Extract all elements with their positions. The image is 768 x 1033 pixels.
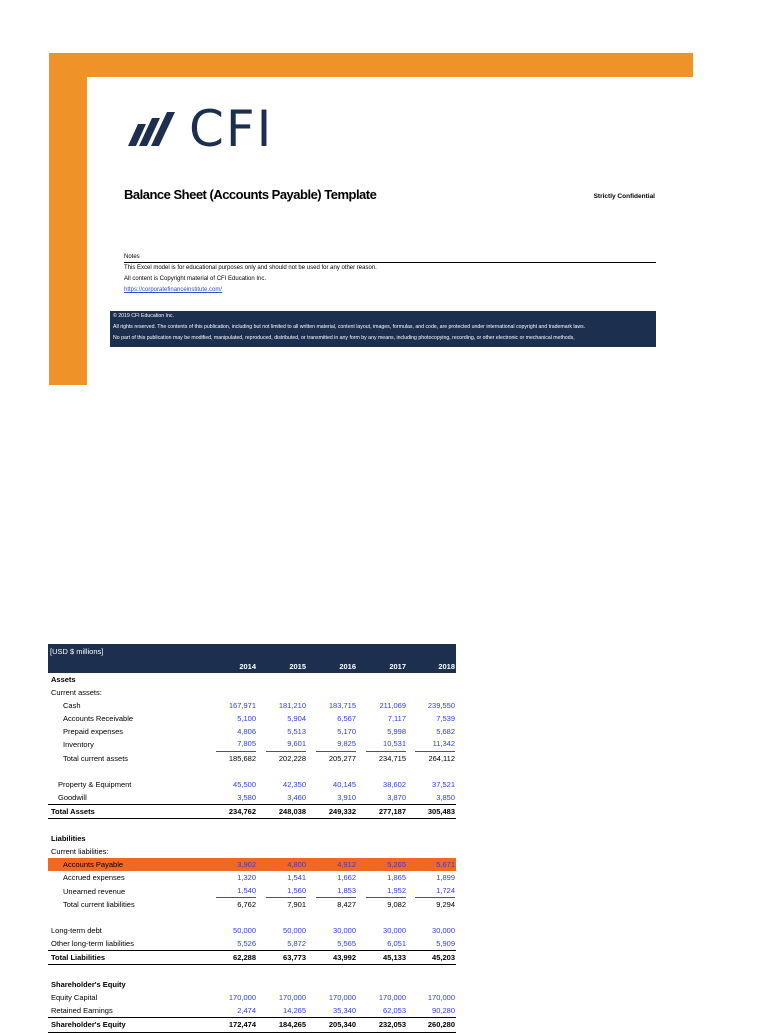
value-cell[interactable]: 14,265 (283, 1006, 306, 1016)
current-assets-label: Current assets: (51, 688, 102, 698)
value-cell[interactable]: 9,294 (436, 899, 455, 909)
row-label: Goodwill (58, 792, 87, 802)
row-label: Equity Capital (51, 993, 98, 1003)
prepaid-expenses-row[interactable] (48, 725, 456, 738)
row-label: Cash (63, 701, 81, 711)
value-cell[interactable]: 170,000 (328, 993, 356, 1003)
unearned-revenue-row[interactable] (48, 885, 456, 898)
liabilities-heading: Liabilities (51, 834, 86, 844)
value-cell[interactable]: 5,904 (287, 714, 306, 724)
total-assets-row[interactable] (48, 804, 456, 819)
assets-heading-row (48, 673, 456, 686)
value-cell[interactable]: 184,265 (278, 1020, 306, 1030)
cfi-logo-text: CFI (189, 100, 274, 158)
units-label: [USD $ millions] (50, 647, 104, 656)
value-cell[interactable]: 4,800 (287, 860, 306, 870)
inventory-row[interactable] (48, 738, 456, 751)
value-cell[interactable]: 50,000 (283, 925, 306, 935)
value-cell[interactable]: 30,000 (432, 925, 455, 935)
document-title: Balance Sheet (Accounts Payable) Template (124, 187, 377, 202)
value-cell[interactable]: 234,715 (378, 753, 406, 763)
value-cell[interactable]: 37,521 (432, 779, 455, 789)
value-cell[interactable]: 3,870 (387, 792, 406, 802)
value-cell[interactable]: 9,825 (316, 738, 356, 752)
value-cell[interactable]: 1,541 (287, 873, 306, 883)
value-cell[interactable]: 170,000 (278, 993, 306, 1003)
value-cell[interactable]: 5,872 (287, 938, 306, 948)
total-equity-row[interactable] (48, 1017, 456, 1032)
current-assets-label-row (48, 686, 456, 699)
accounts-receivable-row[interactable] (48, 712, 456, 725)
value-cell[interactable]: 211,069 (379, 701, 406, 711)
value-cell[interactable]: 30,000 (333, 925, 356, 935)
value-cell[interactable]: 45,500 (233, 779, 256, 789)
value-cell[interactable]: 40,145 (333, 779, 356, 789)
value-cell[interactable]: 260,280 (427, 1020, 455, 1030)
equity-heading: Shareholder's Equity (51, 980, 126, 990)
value-cell[interactable]: 5,265 (387, 860, 406, 870)
value-cell[interactable]: 3,910 (337, 792, 356, 802)
row-label: Property & Equipment (58, 779, 132, 789)
value-cell[interactable]: 4,912 (337, 860, 356, 870)
notes-line-2: All content is Copyright material of CFI Education Inc. (124, 276, 267, 282)
value-cell[interactable]: 170,000 (228, 993, 256, 1003)
value-cell[interactable]: 3,902 (237, 860, 256, 870)
row-label: Accounts Receivable (63, 714, 134, 724)
value-cell[interactable]: 277,187 (378, 806, 406, 816)
orange-header-bar (49, 53, 693, 77)
cfi-logo (127, 102, 273, 156)
value-cell[interactable]: 5,998 (387, 727, 406, 737)
value-cell[interactable]: 3,850 (436, 792, 455, 802)
value-cell[interactable]: 1,865 (387, 873, 406, 883)
value-cell[interactable]: 1,560 (266, 885, 306, 899)
value-cell[interactable]: 172,474 (228, 1020, 256, 1030)
value-cell[interactable]: 7,117 (387, 714, 406, 724)
value-cell[interactable]: 183,715 (328, 701, 356, 711)
value-cell[interactable]: 45,133 (383, 952, 406, 962)
total-current-liabilities-row[interactable] (48, 898, 456, 911)
value-cell[interactable]: 232,053 (378, 1020, 406, 1030)
row-label: Inventory (63, 740, 94, 750)
notes-line-1: This Excel model is for educational purposes only and should not be used for any other reason. (124, 265, 377, 271)
value-cell[interactable]: 5,170 (337, 727, 356, 737)
value-cell[interactable]: 9,082 (387, 899, 406, 909)
accrued-expenses-row[interactable] (48, 871, 456, 884)
liabilities-heading-row (48, 832, 456, 845)
value-cell[interactable]: 249,332 (328, 806, 356, 816)
cfi-website-link[interactable]: https://corporatefinanceinstitute.com/ (124, 287, 223, 293)
value-cell[interactable]: 1,540 (216, 885, 256, 899)
value-cell[interactable]: 62,288 (233, 952, 256, 962)
table-header (48, 644, 456, 673)
value-cell[interactable]: 35,340 (333, 1006, 356, 1016)
year-header: 2018 (438, 662, 455, 671)
value-cell[interactable]: 1,899 (436, 873, 455, 883)
value-cell[interactable]: 6,567 (337, 714, 356, 724)
value-cell[interactable]: 9,601 (266, 738, 306, 752)
copyright-line-1: © 2019 CFI Education Inc. (113, 313, 174, 319)
row-label: Accrued expenses (63, 873, 125, 883)
other-long-term-liabilities-row[interactable] (48, 937, 456, 950)
value-cell[interactable]: 1,320 (237, 873, 256, 883)
value-cell[interactable]: 5,565 (337, 938, 356, 948)
equity-heading-row (48, 978, 456, 991)
row-label: Total Assets (51, 806, 95, 816)
value-cell[interactable]: 185,682 (228, 753, 256, 763)
retained-earnings-row[interactable] (48, 1004, 456, 1017)
year-header: 2014 (239, 662, 256, 671)
value-cell[interactable]: 181,210 (278, 701, 306, 711)
value-cell[interactable]: 50,000 (233, 925, 256, 935)
value-cell[interactable]: 63,773 (283, 952, 306, 962)
value-cell[interactable]: 202,228 (278, 753, 306, 763)
value-cell[interactable]: 1,662 (337, 873, 356, 883)
value-cell[interactable]: 4,806 (237, 727, 256, 737)
value-cell[interactable]: 5,682 (436, 727, 455, 737)
notes-section (124, 252, 656, 296)
year-header: 2017 (389, 662, 406, 671)
orange-side-bar (49, 53, 87, 385)
copyright-box (110, 311, 656, 347)
value-cell[interactable]: 248,038 (278, 806, 306, 816)
value-cell[interactable]: 7,539 (436, 714, 455, 724)
cfi-logo-mark-icon (127, 112, 183, 146)
value-cell[interactable]: 10,531 (366, 738, 406, 752)
value-cell[interactable]: 5,513 (287, 727, 306, 737)
value-cell[interactable]: 5,100 (237, 714, 256, 724)
value-cell[interactable]: 45,203 (432, 952, 455, 962)
property-equipment-row[interactable] (48, 778, 456, 791)
accounts-payable-row[interactable] (48, 858, 456, 871)
value-cell[interactable]: 167,971 (228, 701, 256, 711)
year-header: 2015 (289, 662, 306, 671)
assets-heading: Assets (51, 675, 76, 684)
value-cell[interactable]: 5,526 (237, 938, 256, 948)
row-label: Total current liabilities (63, 899, 135, 909)
total-liabilities-row[interactable] (48, 950, 456, 965)
cash-row[interactable] (48, 699, 456, 712)
copyright-line-3: No part of this publication may be modified, manipulated, reproduced, distributed, or transmitted in any form by any means, including photocopying, recording, or other electronic or mechanical methods, (113, 335, 575, 341)
value-cell[interactable]: 3,460 (287, 792, 306, 802)
value-cell[interactable]: 42,350 (283, 779, 306, 789)
long-term-debt-row[interactable] (48, 924, 456, 937)
value-cell[interactable]: 264,112 (428, 753, 455, 763)
value-cell[interactable]: 3,580 (237, 792, 256, 802)
value-cell[interactable]: 11,342 (415, 738, 455, 752)
row-label: Long-term debt (51, 925, 102, 935)
value-cell[interactable]: 43,992 (333, 952, 356, 962)
value-cell[interactable]: 62,053 (383, 1006, 406, 1016)
goodwill-row[interactable] (48, 791, 456, 804)
value-cell[interactable]: 205,277 (328, 753, 356, 763)
value-cell[interactable]: 90,280 (432, 1006, 455, 1016)
balance-sheet-table (48, 644, 456, 1033)
value-cell[interactable]: 6,051 (387, 938, 406, 948)
value-cell[interactable]: 30,000 (383, 925, 406, 935)
total-current-assets-row[interactable] (48, 752, 456, 765)
year-header: 2016 (339, 662, 356, 671)
copyright-line-2: All rights reserved. The contents of this publication, including but not limited to all written material, content layout, images, formulas, and code, are protected under international copyright and trademark laws. (113, 324, 586, 330)
row-label: Accounts Payable (63, 860, 124, 870)
value-cell[interactable]: 6,762 (237, 899, 256, 909)
row-label: Unearned revenue (63, 886, 126, 896)
value-cell[interactable]: 7,901 (287, 899, 306, 909)
value-cell[interactable]: 2,474 (237, 1006, 256, 1016)
value-cell[interactable]: 234,762 (228, 806, 256, 816)
row-label: Total current assets (63, 753, 129, 763)
value-cell[interactable]: 1,952 (366, 885, 406, 899)
notes-title: Notes (124, 252, 656, 263)
value-cell[interactable]: 170,000 (427, 993, 455, 1003)
confidential-label: Strictly Confidential (593, 193, 655, 200)
value-cell[interactable]: 7,805 (216, 738, 256, 752)
current-liabilities-label: Current liabilities: (51, 847, 109, 857)
value-cell[interactable]: 170,000 (378, 993, 406, 1003)
value-cell[interactable]: 1,724 (415, 885, 455, 899)
current-liabilities-label-row (48, 845, 456, 858)
row-label: Prepaid expenses (63, 727, 124, 737)
value-cell[interactable]: 8,427 (337, 899, 356, 909)
value-cell[interactable]: 305,483 (427, 806, 455, 816)
value-cell[interactable]: 5,909 (436, 938, 455, 948)
value-cell[interactable]: 205,340 (328, 1020, 356, 1030)
value-cell[interactable]: 5,671 (436, 860, 455, 870)
row-label: Retained Earnings (51, 1006, 113, 1016)
equity-capital-row[interactable] (48, 991, 456, 1004)
value-cell[interactable]: 1,853 (316, 885, 356, 899)
value-cell[interactable]: 38,602 (383, 779, 406, 789)
value-cell[interactable]: 239,550 (427, 701, 455, 711)
row-label: Other long-term liabilities (51, 938, 134, 948)
row-label: Total Liabilities (51, 952, 106, 962)
row-label: Shareholder's Equity (51, 1020, 126, 1030)
